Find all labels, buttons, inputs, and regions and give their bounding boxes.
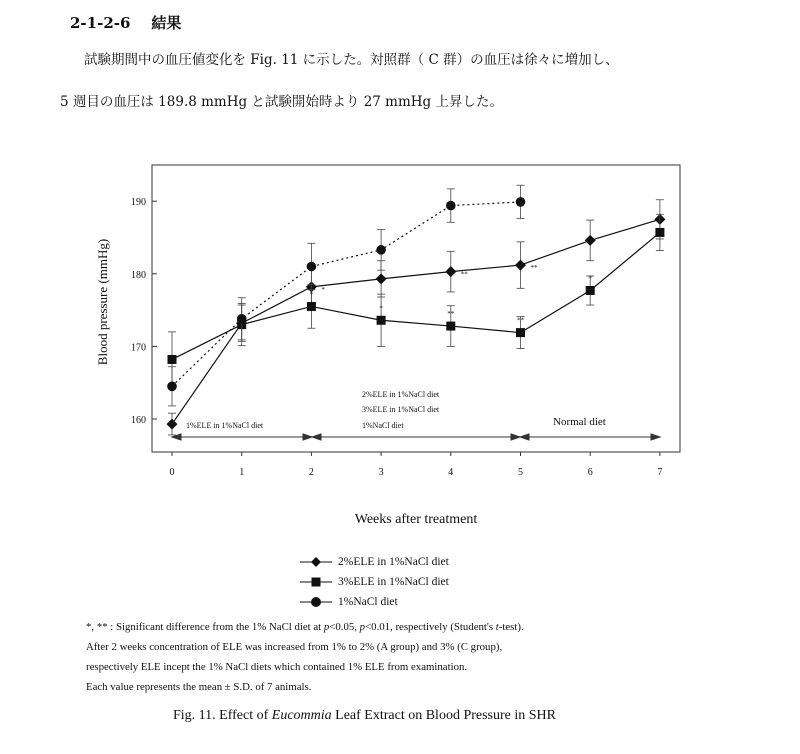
x-tick-label: 7 (657, 467, 663, 478)
note-line-3: respectively ELE incept the 1% NaCl diets which contained 1% ELE from examination. (86, 661, 468, 673)
phase-label-1: 1%ELE in 1%NaCl diet (186, 421, 264, 430)
data-point-circle (376, 245, 386, 255)
significance-mark: ** (447, 310, 455, 319)
legend-label: 2%ELE in 1%NaCl diet (338, 556, 449, 568)
significance-mark: ** (530, 264, 538, 273)
phase-label-2b: 3%ELE in 1%NaCl diet (362, 405, 440, 414)
data-point-circle (307, 262, 317, 272)
note-italic: p (323, 621, 330, 633)
note-text: <0.01, respectively (Student's (365, 621, 496, 633)
phase-label-2c: 1%NaCl diet (362, 421, 404, 430)
note-line-4: Each value represents the mean ± S.D. of 7 animals. (86, 681, 312, 693)
note-text: <0.05, (329, 621, 360, 633)
caption-text: Leaf Extract on Blood Pressure in SHR (331, 708, 557, 723)
note-line-2: After 2 weeks concentration of ELE was increased from 1% to 2% (A group) and 3% (C group), (86, 641, 503, 653)
note-text: -test). (498, 621, 524, 633)
x-tick-label: 0 (169, 467, 175, 478)
data-point-circle (516, 197, 526, 207)
section-title: 結果 (151, 14, 182, 32)
legend-item-2pct-ele (300, 552, 449, 572)
data-point-square (307, 302, 316, 311)
phase-label-3: Normal diet (553, 416, 606, 428)
data-point-square (516, 328, 525, 337)
y-tick-label: 180 (131, 269, 146, 281)
series-line (172, 202, 521, 386)
significance-mark: * (588, 274, 592, 283)
data-point-diamond (167, 419, 178, 430)
note-text: *, ** : Significant difference from the 1% NaCl diet at (86, 621, 324, 633)
legend-label: 3%ELE in 1%NaCl diet (338, 576, 449, 588)
x-tick-label: 4 (448, 467, 454, 478)
series-line (172, 232, 660, 359)
y-tick-label: 190 (131, 197, 146, 209)
circle-marker-icon (300, 596, 332, 608)
note-italic: t (495, 621, 499, 633)
significance-mark: ** (656, 216, 664, 225)
caption-text: Fig. 11. Effect of (173, 708, 272, 723)
data-point-diamond (445, 266, 456, 277)
data-point-circle (237, 314, 247, 324)
x-tick-label: 1 (239, 467, 245, 478)
data-point-square (446, 322, 455, 331)
y-tick-label: 160 (131, 415, 146, 426)
y-axis-label: Blood pressure (mmHg) (95, 238, 110, 366)
square-marker-icon (300, 576, 332, 588)
data-point-square (168, 355, 177, 364)
significance-mark: * (309, 290, 314, 299)
data-point-diamond (376, 273, 387, 284)
phase-label-2a: 2%ELE in 1%NaCl diet (362, 390, 440, 399)
series-circle (167, 185, 525, 406)
figure-caption (173, 708, 556, 724)
x-tick-label: 3 (378, 467, 384, 478)
section-number: 2-1-2-6 (70, 14, 131, 32)
diamond-marker-icon (300, 556, 332, 568)
data-point-circle (167, 382, 177, 392)
y-tick-label: 170 (131, 342, 146, 354)
legend-item-3pct-ele (300, 572, 449, 592)
paragraph-line-2: 5 週目の血圧は 189.8 mmHg と試験開始時より 27 mmHg 上昇した。 (60, 94, 503, 110)
data-point-square (377, 316, 386, 325)
x-axis (170, 452, 663, 478)
data-point-square (655, 228, 664, 237)
significance-mark: ** (460, 270, 468, 279)
y-axis (131, 197, 157, 426)
data-point-circle (446, 201, 456, 211)
x-tick-label: 5 (518, 467, 523, 478)
note-italic: p (359, 621, 366, 633)
note-line-1 (86, 617, 524, 637)
paragraph-line-1: 試験期間中の血圧値変化を Fig. 11 に示した。対照群（ C 群）の血圧は徐々に増加し、 (84, 52, 619, 68)
data-point-diamond (515, 260, 526, 271)
data-point-square (586, 286, 595, 295)
legend-item-nacl (300, 592, 449, 612)
significance-mark: ** (517, 316, 524, 325)
figure-notes (86, 617, 524, 697)
data-point-diamond (585, 235, 596, 246)
x-axis-label: Weeks after treatment (354, 512, 478, 527)
significance-mark: * (321, 285, 325, 294)
caption-italic: Eucommia (271, 708, 332, 723)
significance-mark: * (379, 304, 383, 313)
x-tick-label: 6 (587, 467, 593, 478)
legend-label: 1%NaCl diet (338, 596, 398, 608)
legend (300, 552, 449, 612)
phase-arrows (172, 434, 660, 440)
x-tick-label: 2 (308, 467, 314, 478)
